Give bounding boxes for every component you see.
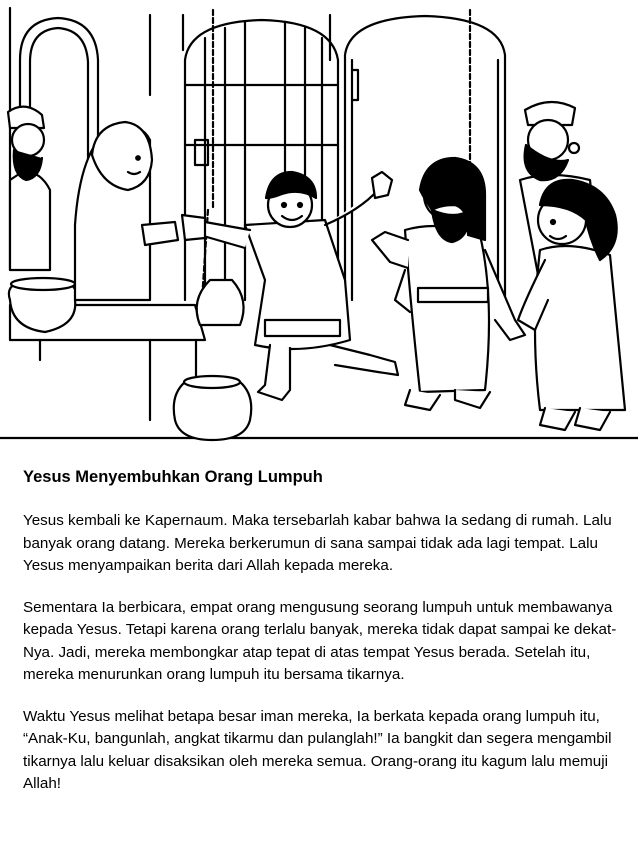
story-paragraph-3: Waktu Yesus melihat betapa besar iman mereka, Ia berkata kepada orang lumpuh itu, “Anak-Ku, bangunlah, angkat tikarmu dan pulanglah!” Ia bangkit dan segera mengambil tikarnya lalu keluar disaksikan oleh mereka semua. Orang-orang itu kagum lalu memuji Allah! [23, 707, 612, 792]
story-text [23, 466, 623, 815]
woman-veiled [75, 122, 178, 300]
story-title: Yesus Menyembuhkan Orang Lumpuh [23, 468, 323, 486]
man-left [8, 107, 50, 270]
table-and-pots [9, 278, 251, 440]
story-paragraph-2: Sementara Ia berbicara, empat orang mengusung seorang lumpuh untuk membawanya kepada Yesus. Tetapi karena orang terlalu banyak, mereka tidak dapat sampai ke dekat-Nya. Jadi, mereka membongkar atap tepat di atas tempat Yesus berada. Setelah itu, mereka menurunkan orang lumpuh itu bersama tikarnya. [23, 598, 617, 683]
story-paragraph-1: Yesus kembali ke Kapernaum. Maka tersebarlah kabar bahwa Ia sedang di rumah. Lalu banyak orang datang. Mereka berkerumun di sana sampai tidak ada lagi tempat. Lalu Yesus menyampaikan berita dari Allah kepada mereka. [23, 512, 612, 574]
